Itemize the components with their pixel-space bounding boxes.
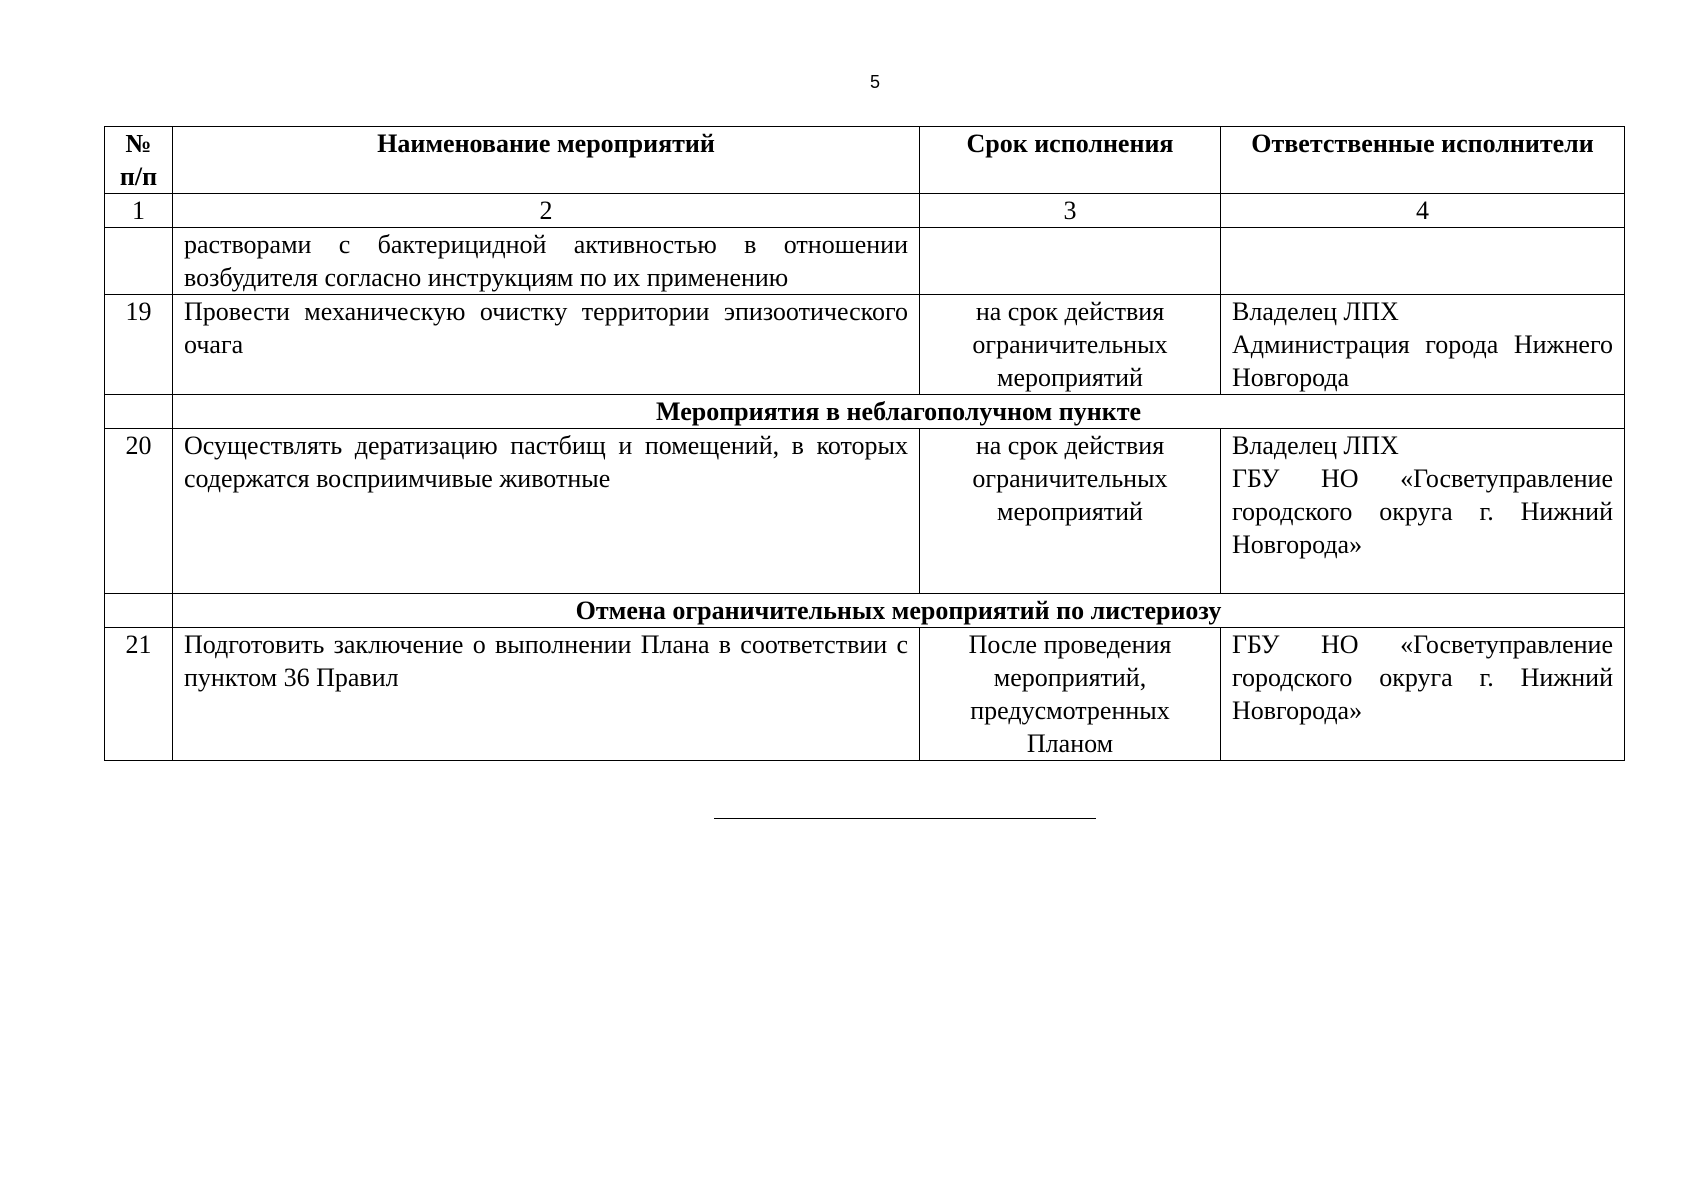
row-name: Провести механическую очистку территории эпизоотического очага <box>173 295 920 395</box>
plan-table <box>104 126 1625 761</box>
header-responsible: Ответственные исполнители <box>1221 127 1625 194</box>
responsible-line: ГБУ НО «Госветуправление городского округа г. Нижний Новгорода» <box>1232 464 1613 559</box>
row-responsible <box>1221 228 1625 295</box>
column-number-1: 1 <box>105 194 173 228</box>
table-row <box>105 429 1625 594</box>
responsible-line: Администрация города Нижнего Новгорода <box>1232 330 1613 392</box>
table-row <box>105 295 1625 395</box>
row-responsible <box>1221 429 1625 594</box>
responsible-line: Владелец ЛПХ <box>1232 431 1399 460</box>
end-separator-line <box>714 818 1096 819</box>
table-row <box>105 628 1625 761</box>
row-num: 20 <box>105 429 173 594</box>
section-title: Отмена ограничительных мероприятий по листериозу <box>173 594 1625 628</box>
column-number-4: 4 <box>1221 194 1625 228</box>
row-deadline: на срок действия ограничительных мероприятий <box>920 429 1221 594</box>
row-deadline <box>920 228 1221 295</box>
row-num <box>105 228 173 295</box>
row-name: Подготовить заключение о выполнении Плана в соответствии с пунктом 36 Правил <box>173 628 920 761</box>
row-deadline: После проведения мероприятий, предусмотренных Планом <box>920 628 1221 761</box>
header-name: Наименование мероприятий <box>173 127 920 194</box>
row-name: растворами с бактерицидной активностью в отношении возбудителя согласно инструкциям по их применению <box>173 228 920 295</box>
header-deadline: Срок исполнения <box>920 127 1221 194</box>
row-responsible <box>1221 295 1625 395</box>
section-num-cell <box>105 395 173 429</box>
header-num: № п/п <box>105 127 173 194</box>
column-number-row <box>105 194 1625 228</box>
section-num-cell <box>105 594 173 628</box>
row-name: Осуществлять дератизацию пастбищ и помещений, в которых содержатся восприимчивые животные <box>173 429 920 594</box>
column-number-2: 2 <box>173 194 920 228</box>
table-header-row <box>105 127 1625 194</box>
table-row <box>105 228 1625 295</box>
page-number: 5 <box>869 72 880 92</box>
column-number-3: 3 <box>920 194 1221 228</box>
section-row <box>105 395 1625 429</box>
section-row <box>105 594 1625 628</box>
row-num: 21 <box>105 628 173 761</box>
row-deadline: на срок действия ограничительных мероприятий <box>920 295 1221 395</box>
responsible-line: Владелец ЛПХ <box>1232 297 1399 326</box>
section-title: Мероприятия в неблагополучном пункте <box>173 395 1625 429</box>
row-responsible: ГБУ НО «Госветуправление городского округа г. Нижний Новгорода» <box>1221 628 1625 761</box>
row-num: 19 <box>105 295 173 395</box>
